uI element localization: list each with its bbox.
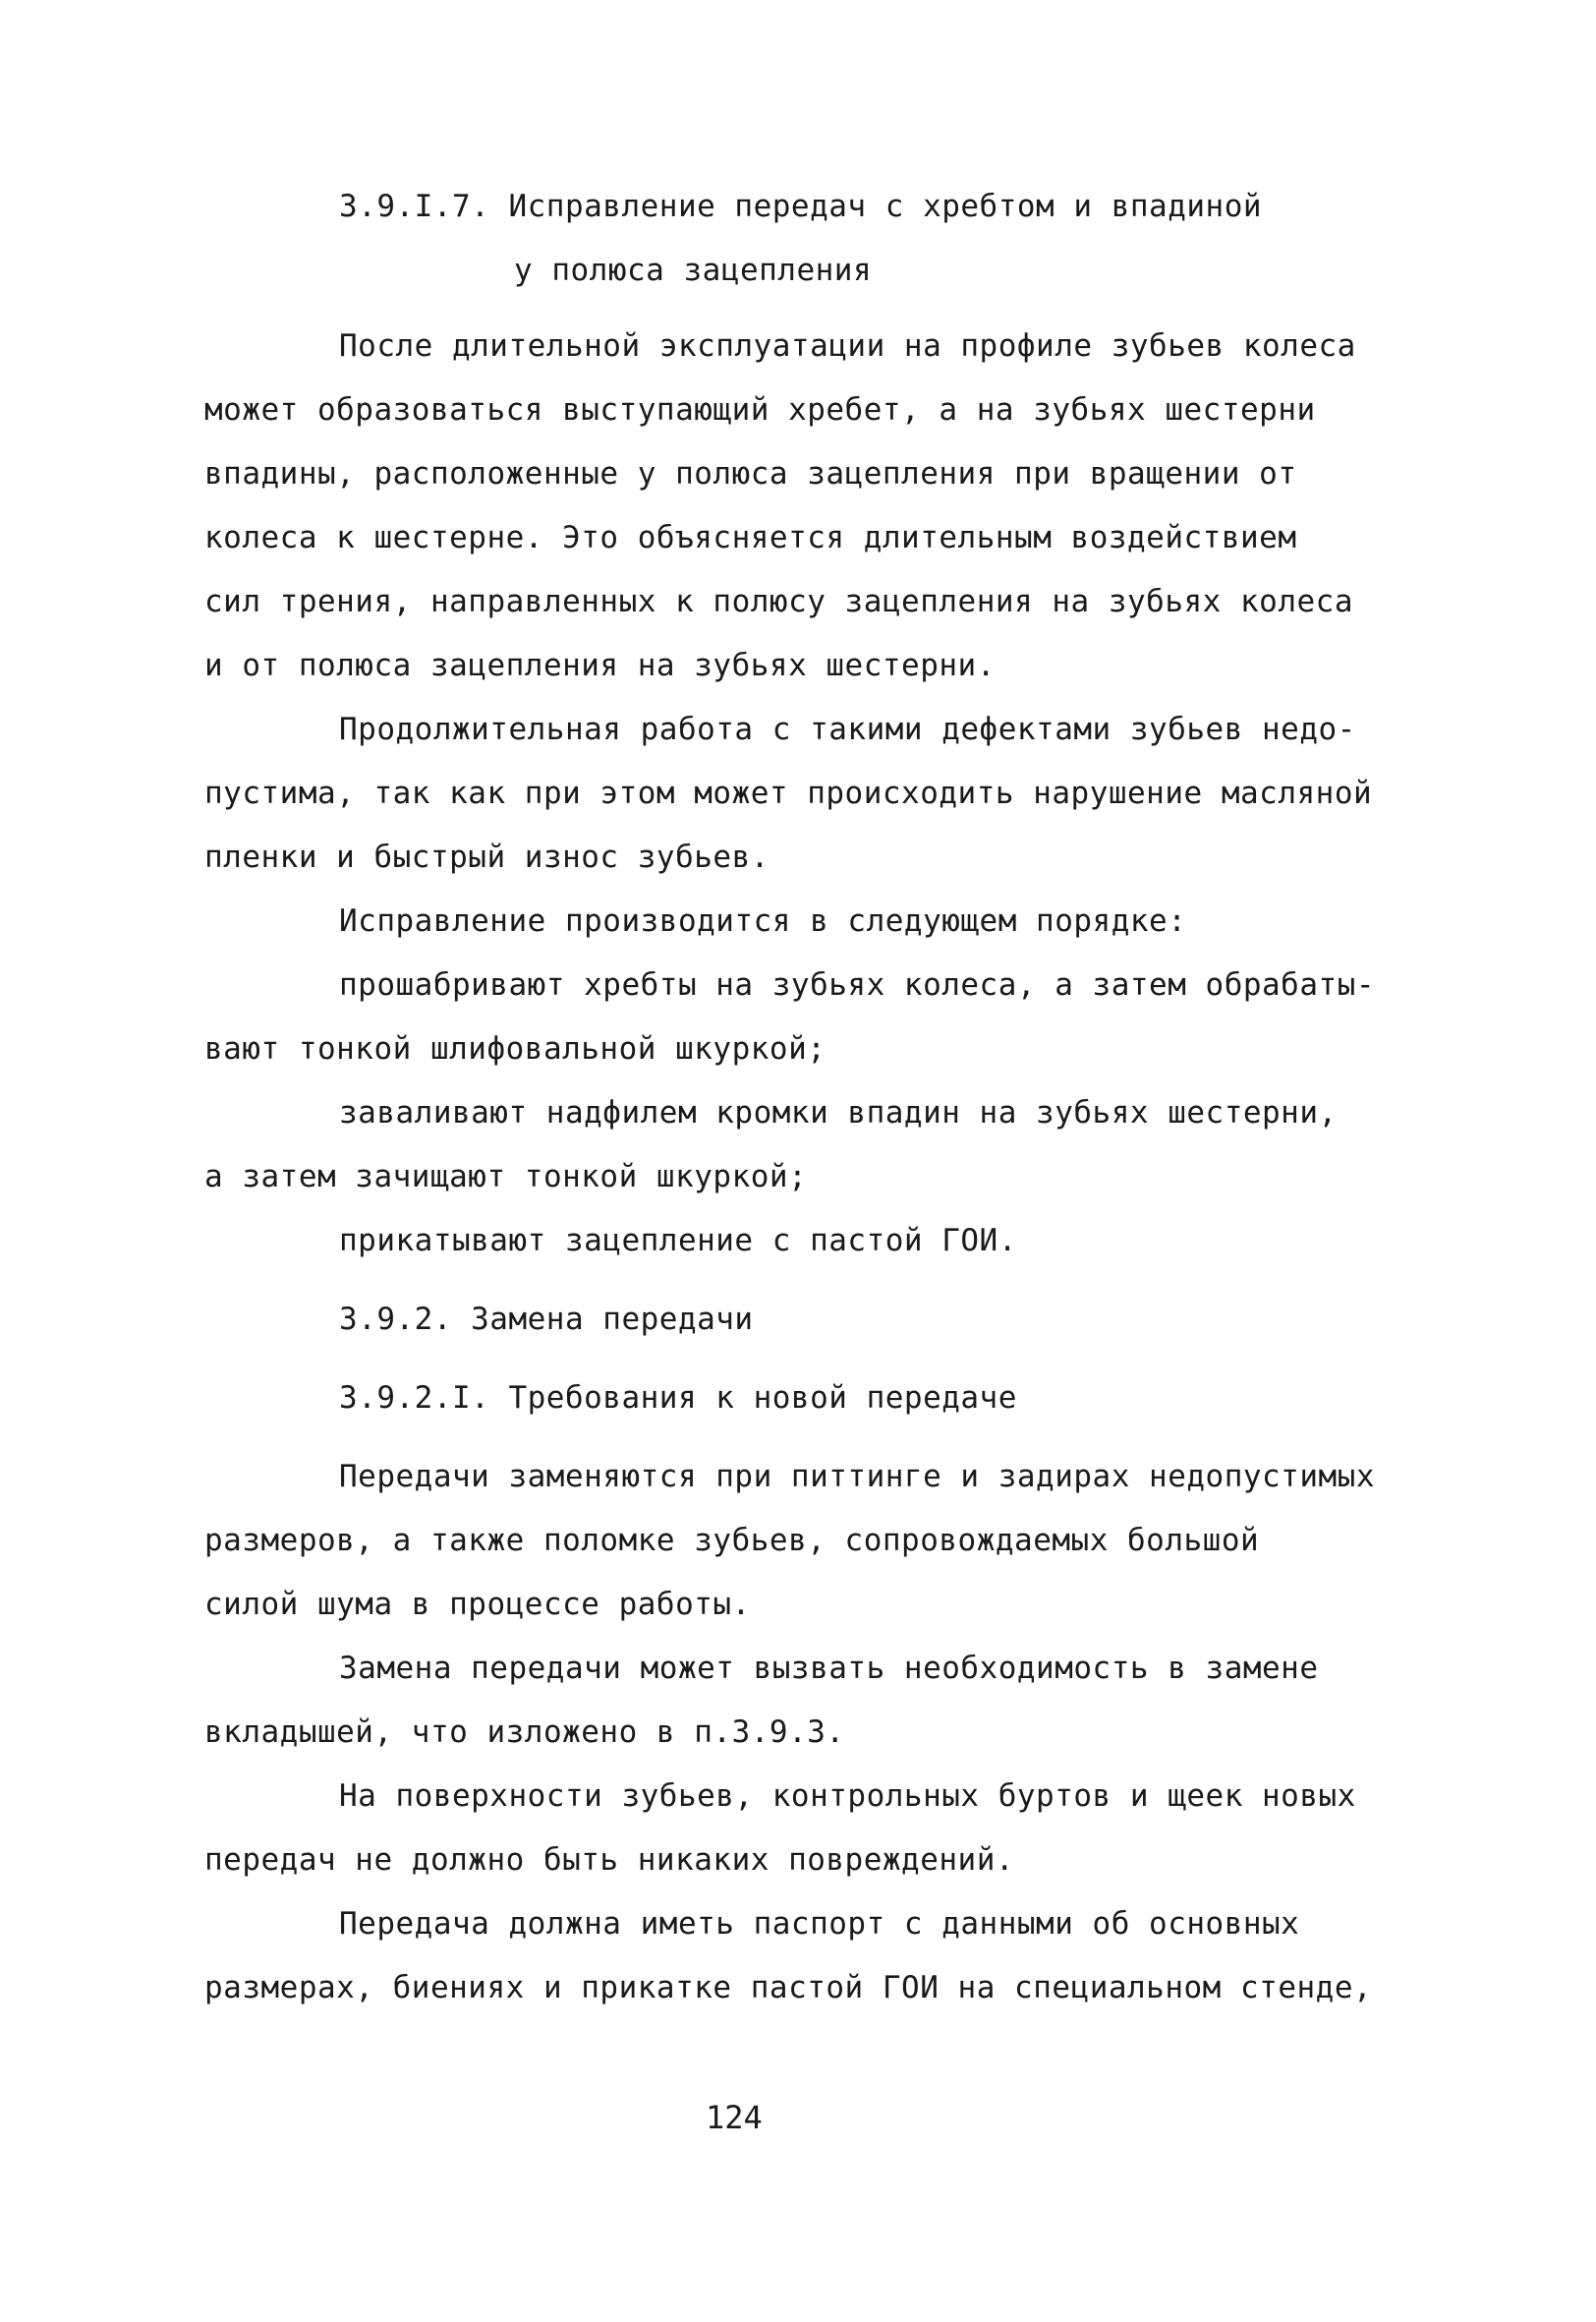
paragraph-7-line-2: размеров, а также поломке зубьев, сопровождаемых большой xyxy=(204,1523,1260,1558)
paragraph-3-line-1: Исправление производится в следующем порядке: xyxy=(339,903,1187,939)
page-number: 124 xyxy=(706,2099,763,2136)
paragraph-7-line-3: силой шума в процессе работы. xyxy=(204,1587,751,1622)
paragraph-2-line-2: пустима, так как при этом может происходить нарушение масляной xyxy=(204,776,1373,811)
paragraph-9-line-2: передач не должно быть никаких повреждений. xyxy=(204,1842,1015,1878)
paragraph-5-line-2: а затем зачищают тонкой шкуркой; xyxy=(204,1159,808,1194)
paragraph-6-line-1: прикатывают зацепление с пастой ГОИ. xyxy=(339,1223,1017,1258)
paragraph-10-line-1: Передача должна иметь паспорт с данными об основных xyxy=(339,1906,1300,1942)
paragraph-5-line-1: заваливают надфилем кромки впадин на зубьях шестерни, xyxy=(339,1095,1338,1131)
section-heading-line-1: 3.9.I.7. Исправление передач с хребтом и впадиной xyxy=(339,189,1263,224)
paragraph-1-line-5: сил трения, направленных к полюсу зацепления на зубьях колеса xyxy=(204,584,1353,619)
paragraph-1-line-1: После длительной эксплуатации на профиле зубьев колеса xyxy=(339,328,1356,364)
subsection-3-9-2-1-heading: 3.9.2.I. Требования к новой передаче xyxy=(339,1380,1017,1416)
paragraph-1-line-3: впадины, расположенные у полюса зацепления при вращении от xyxy=(204,456,1297,492)
paragraph-10-line-2: размерах, биениях и прикатке пастой ГОИ на специальном стенде, xyxy=(204,1970,1373,2005)
section-heading-line-2: у полюса зацепления xyxy=(514,253,873,288)
paragraph-8-line-1: Замена передачи может вызвать необходимость в замене xyxy=(339,1651,1319,1686)
paragraph-4-line-2: вают тонкой шлифовальной шкуркой; xyxy=(204,1031,826,1067)
paragraph-4-line-1: прошабривают хребты на зубьях колеса, а затем обрабаты- xyxy=(339,967,1375,1003)
paragraph-1-line-6: и от полюса зацепления на зубьях шестерни. xyxy=(204,648,996,683)
paragraph-2-line-1: Продолжительная работа с такими дефектами зубьев недо- xyxy=(339,712,1356,747)
paragraph-8-line-2: вкладышей, что изложено в п.3.9.3. xyxy=(204,1714,845,1750)
paragraph-9-line-1: На поверхности зубьев, контрольных буртов и щеек новых xyxy=(339,1778,1356,1814)
paragraph-2-line-3: пленки и быстрый износ зубьев. xyxy=(204,840,770,875)
paragraph-1-line-4: колеса к шестерне. Это объясняется длительным воздействием xyxy=(204,520,1297,555)
subsection-3-9-2-heading: 3.9.2. Замена передачи xyxy=(339,1302,754,1337)
paragraph-7-line-1: Передачи заменяются при питтинге и задирах недопустимых xyxy=(339,1459,1375,1494)
paragraph-1-line-2: может образоваться выступающий хребет, а на зубьях шестерни xyxy=(204,392,1316,428)
